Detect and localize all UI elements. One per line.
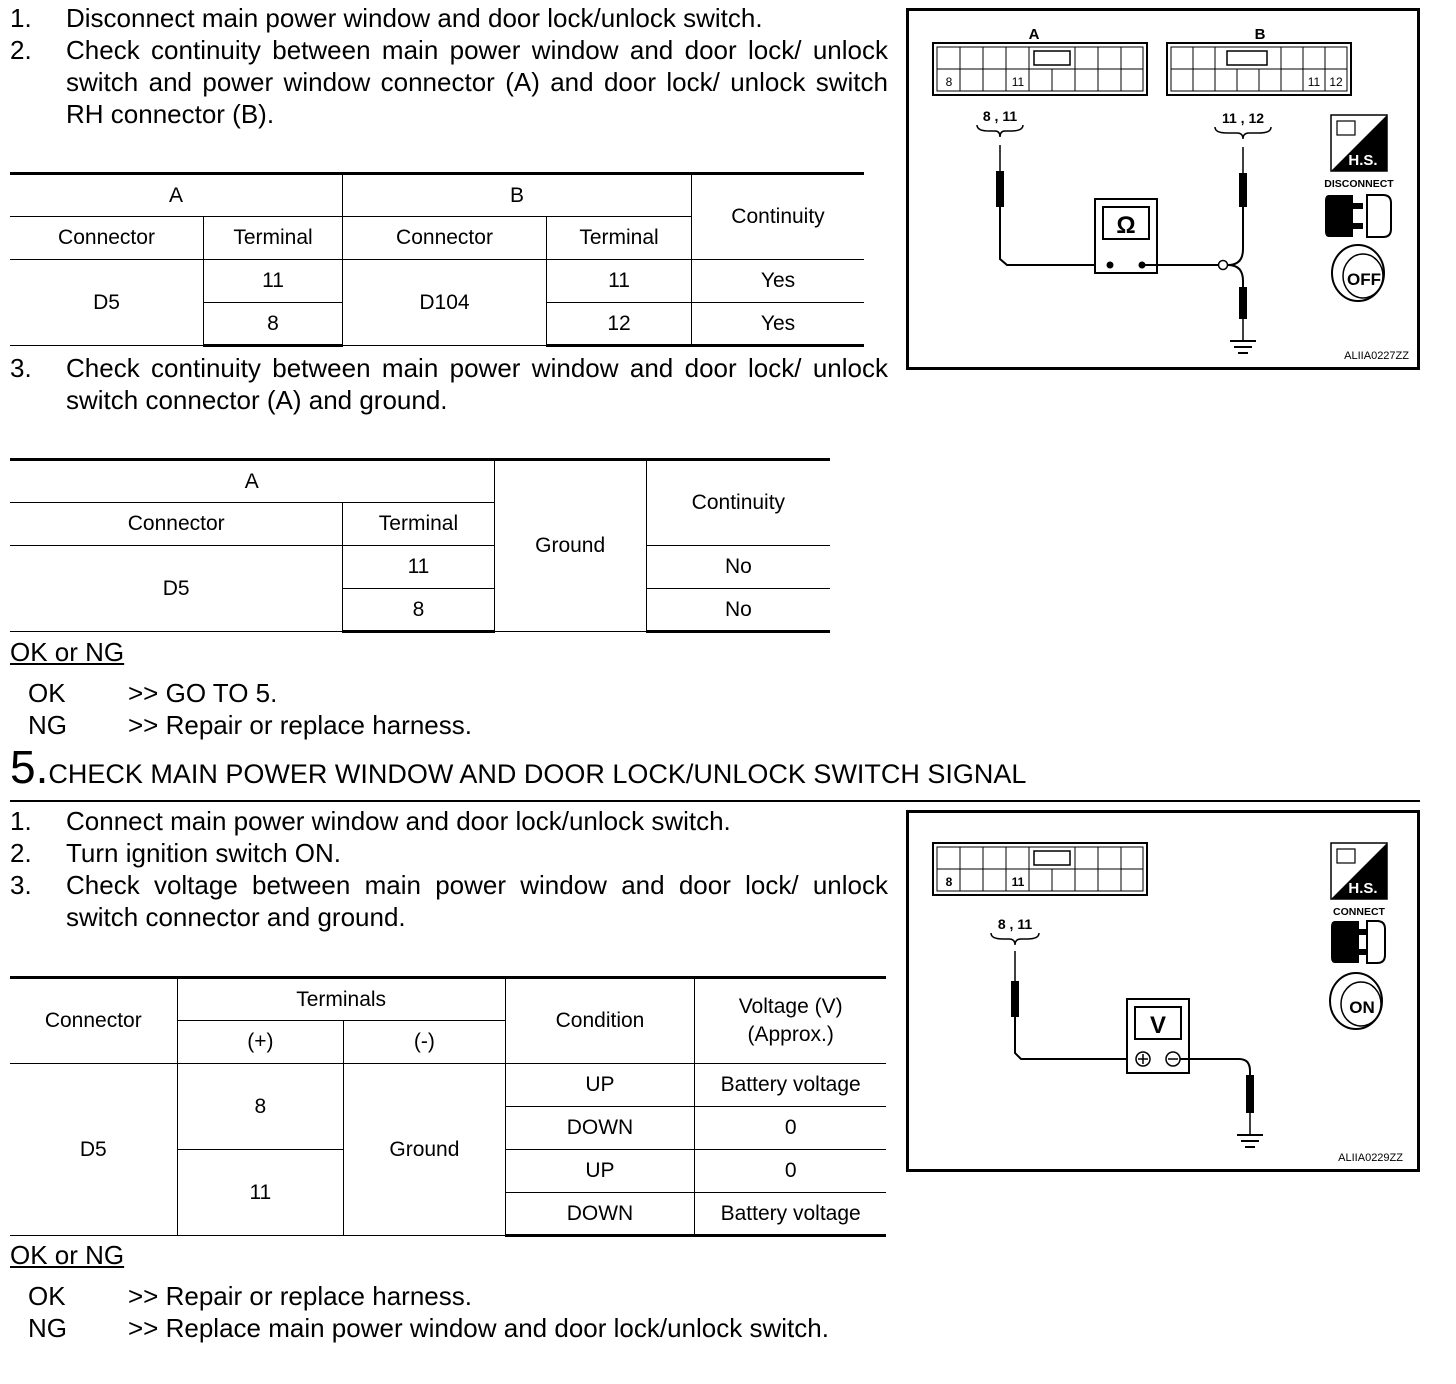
- result-key: NG: [28, 710, 67, 740]
- disconnect-icon: [1325, 195, 1391, 237]
- connect-icon: [1331, 921, 1385, 963]
- voltage-cell: 0: [695, 1107, 886, 1150]
- ground-icon: [1237, 1135, 1263, 1147]
- voltage-table: [10, 976, 886, 1237]
- connector-a-label: A: [1028, 26, 1040, 43]
- step-number: 3.: [10, 870, 32, 900]
- voltmeter: [1127, 999, 1189, 1073]
- a-connector-cell: D5: [10, 260, 204, 346]
- disconnect-label: DISCONNECT: [1324, 178, 1394, 190]
- b-terminal-cell: 12: [547, 303, 692, 346]
- hs-label: H.S.: [1348, 880, 1378, 897]
- connector-a: [933, 26, 1147, 95]
- connector-cell: D5: [10, 1064, 177, 1236]
- result-key: NG: [28, 1313, 67, 1343]
- header-continuity: Continuity: [692, 174, 865, 260]
- header-terminal: Terminal: [343, 503, 494, 546]
- ground-cell: Ground: [344, 1064, 506, 1236]
- header-connector: Connector: [343, 217, 547, 260]
- header-terminal: Terminal: [547, 217, 692, 260]
- step-text: Connect main power window and door lock/unlock switch.: [66, 806, 731, 836]
- step-number: 2.: [10, 838, 32, 868]
- figure-code: ALIIA0229ZZ: [1338, 1152, 1403, 1164]
- a-connector-cell: D5: [10, 546, 343, 632]
- header-voltage-line1: Voltage (V): [738, 995, 843, 1018]
- result-key: OK: [28, 1281, 66, 1311]
- continuity-diagram: [906, 8, 1420, 370]
- ground-cell: Ground: [494, 460, 646, 632]
- result-key: OK: [28, 678, 66, 708]
- section-title: CHECK MAIN POWER WINDOW AND DOOR LOCK/UNLOCK SWITCH SIGNAL: [48, 759, 1027, 789]
- hs-label: H.S.: [1348, 152, 1378, 169]
- result-value: >> GO TO 5.: [128, 678, 278, 708]
- continuity-table-a-b: [10, 172, 864, 347]
- ignition-on-icon: [1330, 973, 1382, 1029]
- step-number: 3.: [10, 353, 32, 383]
- pin-label: 12: [1329, 75, 1343, 89]
- hs-icon: [1331, 115, 1387, 171]
- ok-or-ng-label: OK or NG: [10, 637, 125, 667]
- ground-icon: [1230, 341, 1256, 353]
- ohm-icon: Ω: [1116, 212, 1136, 239]
- header-group-b: B: [343, 174, 692, 217]
- voltage-cell: Battery voltage: [695, 1193, 886, 1236]
- connector: [933, 843, 1147, 895]
- terminal-cell: 11: [343, 546, 494, 589]
- continuity-table-ground: [10, 458, 830, 633]
- hs-icon: [1331, 843, 1387, 899]
- continuity-cell: Yes: [692, 260, 865, 303]
- b-connector-cell: D104: [343, 260, 547, 346]
- ohmmeter: [1095, 199, 1157, 273]
- terminal-cell: 8: [177, 1064, 344, 1150]
- probe-label: 8 , 11: [997, 916, 1033, 932]
- a-terminal-cell: 8: [204, 303, 343, 346]
- probe-label-b: 11 , 12: [1221, 110, 1265, 126]
- header-group-a: A: [10, 174, 343, 217]
- step-number: 2.: [10, 35, 32, 65]
- voltage-cell: Battery voltage: [695, 1064, 886, 1107]
- result-ng: [28, 709, 628, 741]
- header-voltage: [695, 978, 886, 1064]
- result-ok: [28, 677, 628, 709]
- header-voltage-line2: (Approx.): [747, 1023, 834, 1046]
- section-divider: [10, 800, 1420, 802]
- step-text: Turn ignition switch ON.: [66, 838, 342, 868]
- step-text: Check continuity between main power window and door lock/ unlock switch connector (A) and ground.: [66, 353, 888, 415]
- header-terminals: Terminals: [177, 978, 505, 1021]
- header-continuity: Continuity: [646, 460, 830, 546]
- condition-cell: DOWN: [505, 1107, 695, 1150]
- result-ok: [28, 1280, 928, 1312]
- voltage-cell: 0: [695, 1150, 886, 1193]
- section-5-heading: [10, 740, 1026, 794]
- terminal-cell: 11: [177, 1150, 344, 1236]
- section-number: 5.: [10, 741, 49, 793]
- result-value: >> Replace main power window and door lock/unlock switch.: [128, 1313, 829, 1343]
- table-row: [10, 1064, 886, 1107]
- terminal-cell: 8: [343, 589, 494, 632]
- voltage-diagram: [906, 810, 1420, 1172]
- header-condition: Condition: [505, 978, 695, 1064]
- connect-label: CONNECT: [1333, 906, 1385, 918]
- result-ng: [28, 1312, 928, 1344]
- header-connector: Connector: [10, 978, 177, 1064]
- pin-label: 11: [1307, 75, 1321, 89]
- connector-b-label: B: [1254, 26, 1266, 43]
- pin-label: 11: [1011, 75, 1025, 89]
- pin-label: 8: [945, 875, 953, 889]
- table-row: [10, 260, 864, 303]
- continuity-cell: No: [646, 589, 830, 632]
- header-plus: (+): [177, 1021, 344, 1064]
- step-text: Check continuity between main power window and door lock/ unlock switch and power window connector (A) and door lock/ unlock switch RH connector (B).: [66, 35, 888, 129]
- figure-code: ALIIA0227ZZ: [1344, 350, 1409, 362]
- probe-label-a: 8 , 11: [982, 108, 1018, 124]
- table-row: [10, 546, 830, 589]
- result-value: >> Repair or replace harness.: [128, 1281, 472, 1311]
- header-terminal: Terminal: [204, 217, 343, 260]
- continuity-cell: Yes: [692, 303, 865, 346]
- off-label: OFF: [1347, 270, 1381, 289]
- step-number: 1.: [10, 3, 32, 33]
- pin-label: 8: [945, 75, 953, 89]
- pin-label: 11: [1011, 875, 1025, 889]
- condition-cell: UP: [505, 1064, 695, 1107]
- condition-cell: DOWN: [505, 1193, 695, 1236]
- step-number: 1.: [10, 806, 32, 836]
- header-connector: Connector: [10, 217, 204, 260]
- result-value: >> Repair or replace harness.: [128, 710, 472, 740]
- step-text: Disconnect main power window and door lock/unlock switch.: [66, 3, 763, 33]
- a-terminal-cell: 11: [204, 260, 343, 303]
- ok-or-ng-label: OK or NG: [10, 1240, 125, 1270]
- ignition-off-icon: [1332, 245, 1384, 301]
- header-connector: Connector: [10, 503, 343, 546]
- header-minus: (-): [344, 1021, 506, 1064]
- step-text: Check voltage between main power window and door lock/ unlock switch connector and ground.: [66, 870, 888, 932]
- b-terminal-cell: 11: [547, 260, 692, 303]
- volt-icon: V: [1149, 1012, 1167, 1039]
- continuity-cell: No: [646, 546, 830, 589]
- condition-cell: UP: [505, 1150, 695, 1193]
- on-label: ON: [1349, 998, 1375, 1017]
- header-group-a: A: [10, 460, 494, 503]
- connector-b: [1167, 26, 1351, 95]
